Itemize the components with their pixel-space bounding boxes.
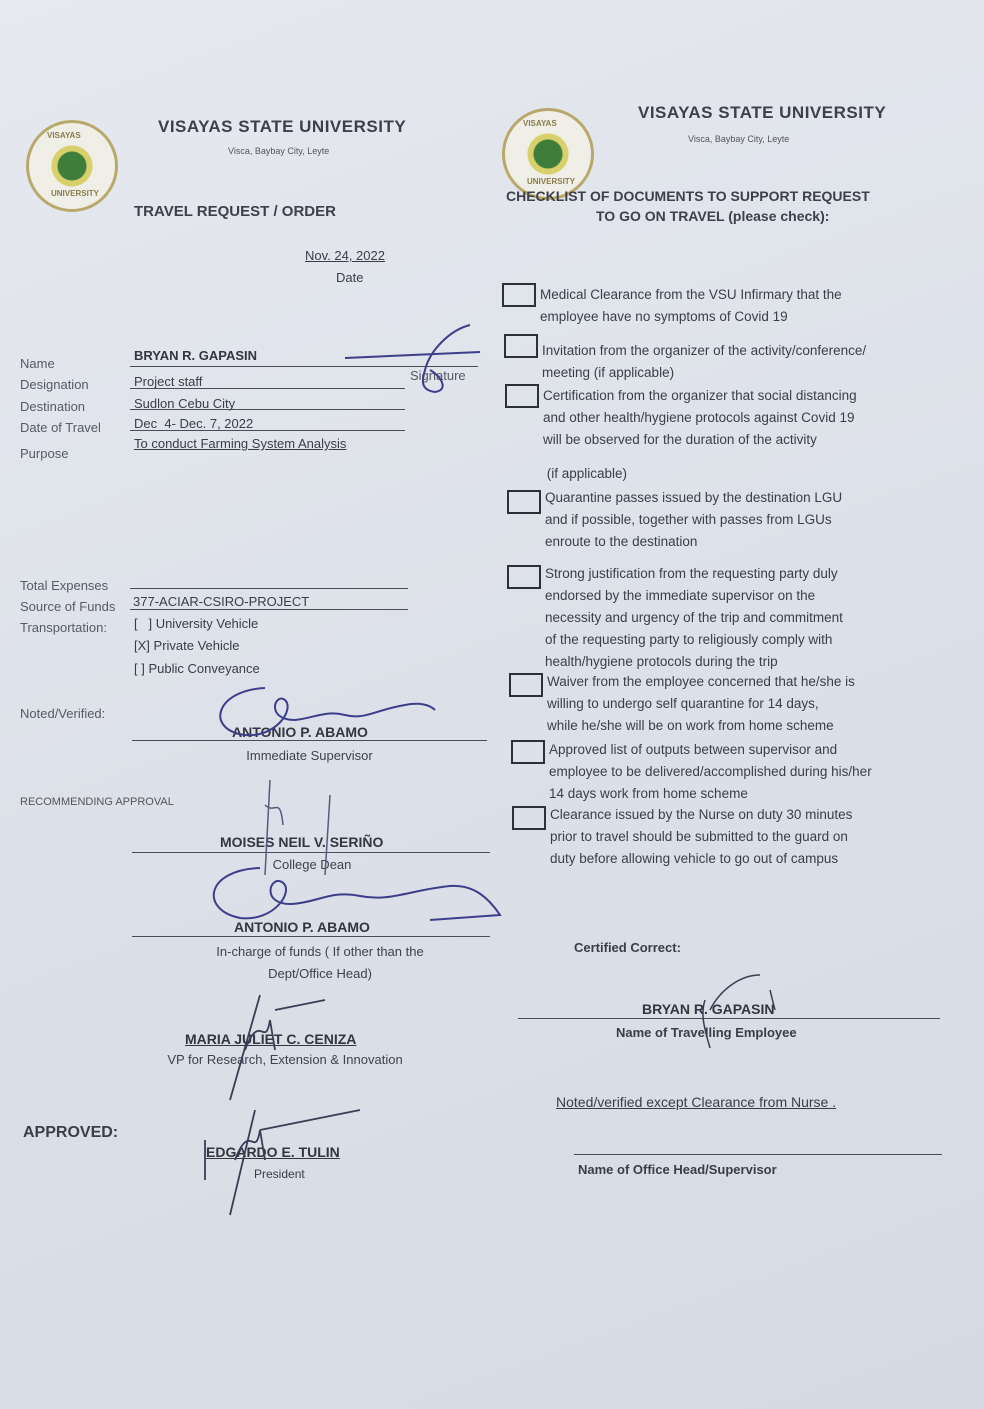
transport-option-university[interactable] — [134, 616, 258, 631]
checklist-item-line: 14 days work from home scheme — [549, 786, 748, 801]
supervisor-title: Immediate Supervisor — [246, 748, 373, 763]
checklist-item-line: duty before allowing vehicle to go out of campus — [550, 851, 839, 866]
employee-name: BRYAN R. GAPASIN — [642, 1001, 775, 1017]
checklist-item-line: Strong justification from the requesting party duly — [545, 566, 838, 581]
total-expenses-label: Total Expenses — [20, 578, 109, 593]
checklist-item-line: of the requesting party to religiously comply with — [545, 632, 833, 647]
employee-title: Name of Travelling Employee — [616, 1025, 797, 1040]
checklist-item-line: Medical Clearance from the VSU Infirmary that the — [540, 287, 842, 302]
name-value: BRYAN R. GAPASIN — [134, 348, 258, 363]
checklist-item — [540, 284, 960, 328]
checklist-item — [550, 804, 970, 870]
checklist-checkbox[interactable] — [509, 673, 543, 697]
option-label: University Vehicle — [155, 616, 259, 631]
option-label: Private Vehicle — [153, 638, 240, 653]
checklist-item — [547, 671, 967, 737]
checklist-item-line: will be observed for the duration of the activity — [543, 432, 817, 447]
funds-incharge-signature — [200, 860, 510, 940]
checklist-item — [549, 739, 969, 805]
checklist-item-line: employee to be delivered/accomplished during his/her — [549, 764, 872, 779]
checklist-item-line: and if possible, together with passes from LGUs — [545, 512, 832, 527]
checklist-item-line — [543, 451, 963, 463]
checklist-item-line: necessity and urgency of the trip and commitment — [545, 610, 843, 625]
supervisor-signature — [205, 680, 445, 750]
date-of-travel-value: Dec 4- Dec. 7, 2022 — [134, 416, 254, 431]
checklist-item — [543, 385, 963, 485]
university-name-right: VISAYAS STATE UNIVERSITY — [638, 103, 887, 122]
signature-label: Signature — [410, 368, 466, 383]
checklist-item-line: health/hygiene protocols during the trip — [545, 654, 778, 669]
funds-incharge-title-1: In-charge of funds ( If other than the — [216, 944, 424, 959]
transport-option-private[interactable] — [134, 638, 240, 653]
university-name-left: VISAYAS STATE UNIVERSITY — [158, 117, 407, 136]
date-of-travel-label: Date of Travel — [20, 420, 101, 435]
noted-except-note: Noted/verified except Clearance from Nurse . — [556, 1094, 837, 1110]
checklist-item-line: Waiver from the employee concerned that he/she is — [547, 674, 855, 689]
university-seal-right: VISAYAS UNIVERSITY — [502, 108, 594, 200]
checklist-checkbox[interactable] — [512, 806, 546, 830]
designation-value: Project staff — [134, 374, 203, 389]
employee-signature — [340, 320, 490, 400]
transportation-label: Transportation: — [20, 620, 107, 635]
checklist-item-line: Invitation from the organizer of the activity/conference/ — [542, 343, 867, 358]
checklist-item — [545, 487, 965, 553]
checklist-item-line: and other health/hygiene protocols against Covid 19 — [543, 410, 855, 425]
university-seal-left: VISAYAS UNIVERSITY — [26, 120, 118, 212]
date-value: Nov. 24, 2022 — [305, 248, 385, 263]
vp-title: VP for Research, Extension & Innovation — [167, 1052, 403, 1067]
vp-signature — [215, 990, 335, 1110]
president-signature — [200, 1100, 370, 1220]
checklist-title-1: CHECKLIST OF DOCUMENTS TO SUPPORT REQUEST — [506, 188, 870, 204]
checklist-item — [542, 340, 962, 384]
checklist-checkbox[interactable] — [505, 384, 539, 408]
checklist-title-2: TO GO ON TRAVEL (please check): — [596, 208, 830, 224]
checklist-checkbox[interactable] — [507, 565, 541, 589]
checkbox-mark: [ ] — [134, 661, 145, 676]
checklist-item-line: meeting (if applicable) — [542, 365, 675, 380]
checkbox-mark: [ ] — [134, 616, 153, 631]
checklist-checkbox[interactable] — [504, 334, 538, 358]
source-of-funds-label: Source of Funds — [20, 599, 116, 614]
checklist-item — [545, 563, 965, 673]
president-title: President — [254, 1167, 305, 1181]
university-address-left: Visca, Baybay City, Leyte — [228, 146, 330, 156]
checklist-item-line: enroute to the destination — [545, 534, 698, 549]
dean-title: College Dean — [272, 857, 352, 872]
checkbox-mark: [X] — [134, 638, 150, 653]
name-label: Name — [20, 356, 55, 371]
approved-label: APPROVED: — [23, 1124, 119, 1141]
funds-incharge-name: ANTONIO P. ABAMO — [234, 919, 370, 935]
destination-label: Destination — [20, 399, 86, 414]
checklist-checkbox[interactable] — [507, 490, 541, 514]
checklist-checkbox[interactable] — [502, 283, 536, 307]
checklist-item-line: prior to travel should be submitted to the guard on — [550, 829, 848, 844]
form-title: TRAVEL REQUEST / ORDER — [134, 203, 336, 220]
option-label: Public Conveyance — [148, 661, 260, 676]
checklist-item-line: Approved list of outputs between supervisor and — [549, 742, 838, 757]
employee-signature-right — [660, 970, 810, 1050]
checklist-checkbox[interactable] — [511, 740, 545, 764]
checklist-item-line: willing to undergo self quarantine for 14 days, — [547, 696, 819, 711]
noted-verified-label: Noted/Verified: — [20, 706, 106, 721]
checklist-item-line: (if applicable) — [543, 466, 628, 481]
destination-value: Sudlon Cebu City — [134, 396, 236, 411]
date-label: Date — [336, 270, 364, 285]
designation-label: Designation — [20, 377, 89, 392]
purpose-value: To conduct Farming System Analysis — [134, 436, 347, 451]
checklist-item-line: employee have no symptoms of Covid 19 — [540, 309, 788, 324]
office-head-title: Name of Office Head/Supervisor — [578, 1162, 777, 1177]
funds-incharge-title-2: Dept/Office Head) — [268, 966, 372, 981]
supervisor-name: ANTONIO P. ABAMO — [232, 724, 368, 740]
checklist-item-line: Certification from the organizer that social distancing — [543, 388, 857, 403]
source-of-funds-value: 377-ACIAR-CSIRO-PROJECT — [133, 594, 310, 609]
transport-option-public[interactable] — [134, 661, 260, 676]
checklist-item-line: while he/she will be on work from home scheme — [547, 718, 834, 733]
certified-correct-label: Certified Correct: — [574, 940, 681, 955]
checklist-item-line: Quarantine passes issued by the destination LGU — [545, 490, 843, 505]
recommending-approval-label: RECOMMENDING APPROVAL — [20, 796, 174, 808]
president-name: EDGARDO E. TULIN — [206, 1144, 340, 1160]
university-address-right: Visca, Baybay City, Leyte — [688, 134, 790, 144]
purpose-label: Purpose — [20, 446, 69, 461]
checklist-item-line: endorsed by the immediate supervisor on the — [545, 588, 816, 603]
checklist-item-line: Clearance issued by the Nurse on duty 30 minutes — [550, 807, 853, 822]
dean-name: MOISES NEIL V. SERIÑO — [220, 834, 384, 850]
vp-name: MARIA JULIET C. CENIZA — [185, 1031, 357, 1047]
